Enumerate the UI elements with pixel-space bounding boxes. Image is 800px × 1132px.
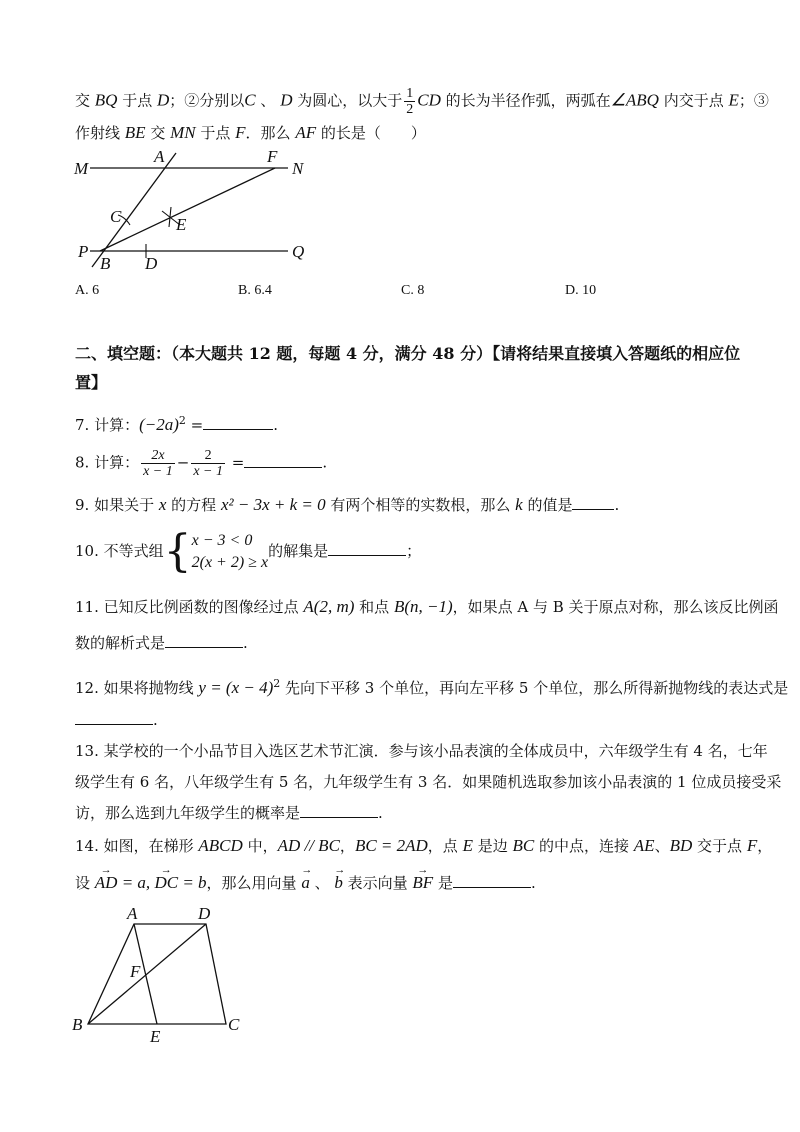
vector-bf: → BF (412, 872, 433, 894)
option-d[interactable]: D. 10 (565, 283, 597, 298)
question-14-line1: 14. 如图，在梯形 ABCD 中，AD // BC，BC = 2AD，点 E 是边 BC 的中点，连接 AE、BD 交于点 F， (75, 836, 773, 855)
label-d: D (145, 254, 158, 273)
vector-b: → b (334, 872, 343, 894)
answer-blank-14[interactable] (453, 873, 531, 888)
answer-blank-9[interactable] (572, 495, 614, 510)
geometry-figure-trapezoid (70, 900, 270, 1050)
question-7: 7. 计算：$(-2a)^2$ = . (75, 414, 279, 434)
label-a: A (127, 904, 138, 923)
segment-bd (88, 924, 206, 1024)
fraction-1: $\frac{2x}{x - 1}$ (143, 448, 173, 479)
question-10: 10. 不等式组{ x − 3 < 0 2(x + 2) ≥ x 的解集是 ； (75, 526, 422, 577)
vector-ad: → AD (95, 872, 118, 894)
label-p: P (78, 242, 89, 261)
ray-bf (100, 168, 275, 251)
question-13-line3: 访，那么选到九年级学生的概率是 . (75, 804, 383, 822)
answer-blank-13[interactable] (300, 803, 378, 818)
q6-line2: 作射线 BE 交 MN 于点 F．那么 AF 的长是（ ） (75, 123, 426, 142)
answer-blank-7[interactable] (203, 415, 273, 430)
label-f: F (130, 962, 141, 981)
label-e: E (150, 1027, 161, 1046)
system-brace: { (163, 526, 192, 577)
label-b: B (72, 1015, 83, 1034)
answer-blank-11[interactable] (165, 633, 243, 648)
label-q: Q (292, 242, 305, 261)
answer-blank-10[interactable] (328, 541, 406, 556)
answer-blank-12[interactable] (75, 710, 153, 725)
question-11-line1: 11. 已知反比例函数的图像经过点 A(2, m) 和点 B(n, −1)，如果点 A 与 B 关于原点对称，那么该反比例函 (75, 597, 779, 616)
label-m: M (74, 159, 89, 178)
answer-blank-8[interactable] (244, 453, 322, 468)
question-14-line2: 设 → AD = a, → DC = b，那么用向量 → a 、 → b 表示向量 → BF 是 . (75, 872, 536, 894)
label-n: N (292, 159, 304, 178)
vector-dc: → DC (154, 872, 178, 894)
segment-ba (92, 153, 176, 267)
fraction-2: $\frac{2}{x - 1}$ (193, 448, 224, 479)
label-b: B (100, 254, 111, 273)
question-8: 8. 计算： $\frac{2x}{x - 1}$ − $\frac{2}{x - 1}$ = . (75, 448, 328, 479)
half-fraction: $\frac{1}{2}$ (406, 86, 414, 117)
label-a: A (154, 147, 165, 166)
option-c[interactable]: C. 8 (401, 283, 425, 298)
trapezoid-abcd (88, 924, 226, 1024)
question-13-line2: 级学生有 6 名，八年级学生有 5 名，九年级学生有 3 名．如果随机选取参加该小品表演的 1 位成员接受采 (75, 773, 782, 791)
question-11-line2: 数的解析式是 . (75, 634, 248, 652)
label-c: C (228, 1015, 240, 1034)
label-d: D (198, 904, 211, 923)
option-a[interactable]: A. 6 (75, 283, 100, 298)
question-12-line1: 12. 如果将抛物线 $y = (x - 4)^2$ 先向下平移 3 个单位，再向左平移 5 个单位，那么所得新抛物线的表达式是 (75, 677, 789, 697)
q6-line1: 交 BQ 于点 D；②分别以C 、 D 为圆心，以大于 $\frac{1}{2}$ CD 的长为半径作弧，两弧在∠ABQ 内交于点 E；③ (75, 86, 769, 117)
section-2-heading-cont: 置】 (75, 373, 108, 392)
option-b[interactable]: B. 6.4 (238, 283, 272, 298)
vector-a: → a (301, 872, 310, 894)
section-2-heading: 二、填空题：（本大题共 12 题，每题 4 分，满分 48 分）【请将结果直接填入答题纸的相应位 (75, 344, 741, 363)
inequality-system: x − 3 < 0 2(x + 2) ≥ x (191, 532, 269, 571)
label-c: C (110, 207, 122, 226)
question-12-line2: . (75, 709, 158, 731)
geometry-figure-angle (70, 145, 330, 275)
label-e: E (176, 215, 187, 234)
question-9: 9. 如果关于 x 的方程 x² − 3x + k = 0 有两个相等的实数根，那么 k 的值是 . (75, 495, 620, 514)
label-f: F (267, 147, 278, 166)
question-13-line1: 13. 某学校的一个小品节目入选区艺术节汇演．参与该小品表演的全体成员中，六年级学生有 4 名，七年 (75, 742, 768, 760)
